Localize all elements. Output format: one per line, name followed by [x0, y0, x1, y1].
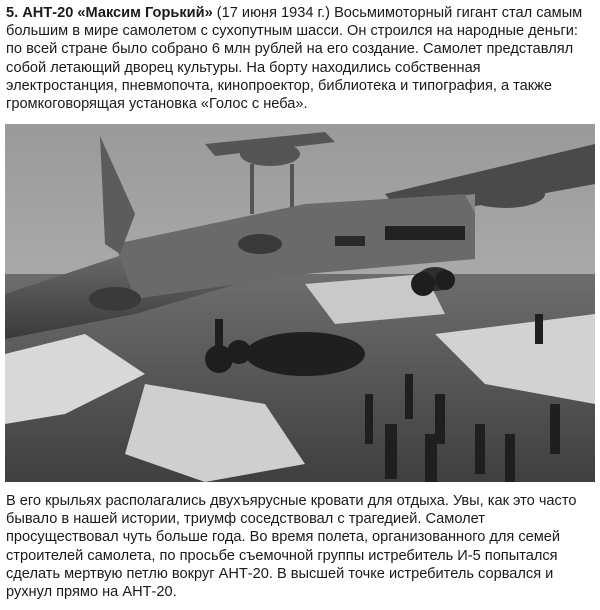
aircraft-photo: [5, 124, 595, 482]
outro-text: В его крыльях располагались двухъярусные кровати для отдыха. Увы, как это часто бывало в нашей истории, триумф соседствовал с трагедией. Самолет просуществовал чуть больше года. Во время полета, организованного для семей строителей самолета, по просьбе съемочной группы истребитель И-5 попытался сделать мертвую петлю вокруг АНТ-20. В высшей точке истребитель сорвался и рухнул прямо на АНТ-20.: [6, 493, 577, 601]
article-number: 5.: [6, 5, 19, 21]
intro-paragraph: [6, 4, 596, 113]
article-title: АНТ-20 «Максим Горький»: [22, 5, 213, 21]
intro-text: Восьмимоторный гигант стал самым большим в мире самолетом с сухопутным шасси. Он строился на народные деньги: по всей стране было собрано 6 млн рублей на его создание. Самолет представлял собой летающий дворец культуры. На борту находились собственная электростанция, пневмопочта, кинопроектор, библиотека и типография, а также громкоговорящая установка «Голос с неба».: [6, 5, 583, 113]
outro-paragraph: [6, 492, 596, 601]
article-date: (17 июня 1934 г.): [216, 5, 331, 21]
